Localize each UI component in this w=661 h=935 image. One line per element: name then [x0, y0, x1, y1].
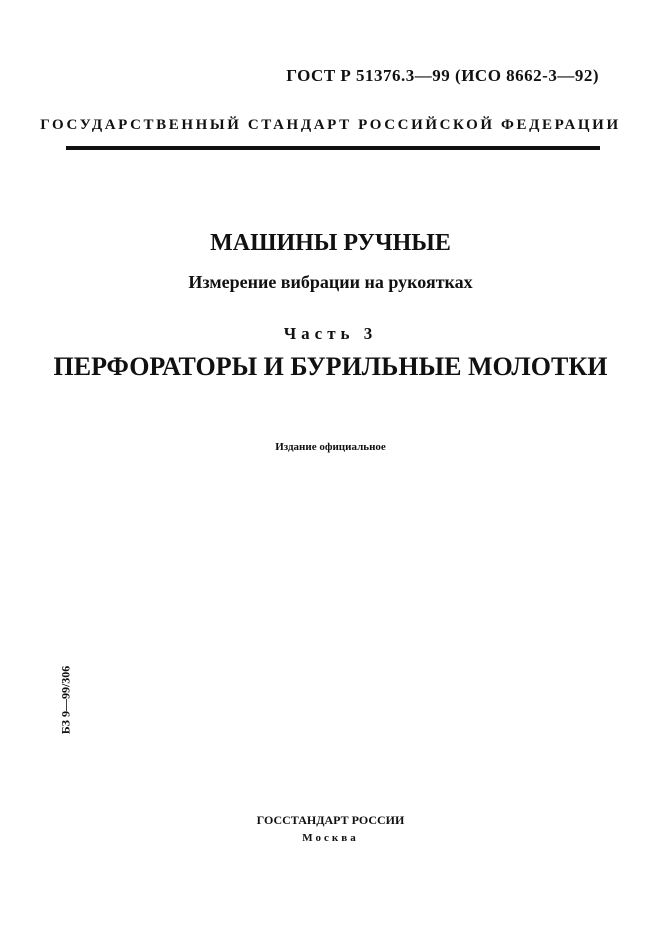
- edition-label: Издание официальное: [275, 441, 386, 453]
- gost-code: ГОСТ Р 51376.3—99 (ИСО 8662-3—92): [286, 66, 599, 85]
- part-title: ПЕРФОРАТОРЫ И БУРИЛЬНЫЕ МОЛОТКИ: [53, 352, 608, 381]
- publication-city: Москва: [302, 832, 359, 844]
- state-standard-heading: ГОСУДАРСТВЕННЫЙ СТАНДАРТ РОССИЙСКОЙ ФЕДЕРАЦИИ: [40, 117, 621, 133]
- document-subtitle: Измерение вибрации на рукоятках: [188, 272, 473, 292]
- header-divider: [66, 146, 600, 150]
- document-title: МАШИНЫ РУЧНЫЕ: [210, 230, 451, 256]
- side-code: БЗ 9—99/306: [58, 665, 73, 735]
- part-label: Часть 3: [283, 324, 378, 343]
- publisher: ГОССТАНДАРТ РОССИИ: [256, 813, 405, 827]
